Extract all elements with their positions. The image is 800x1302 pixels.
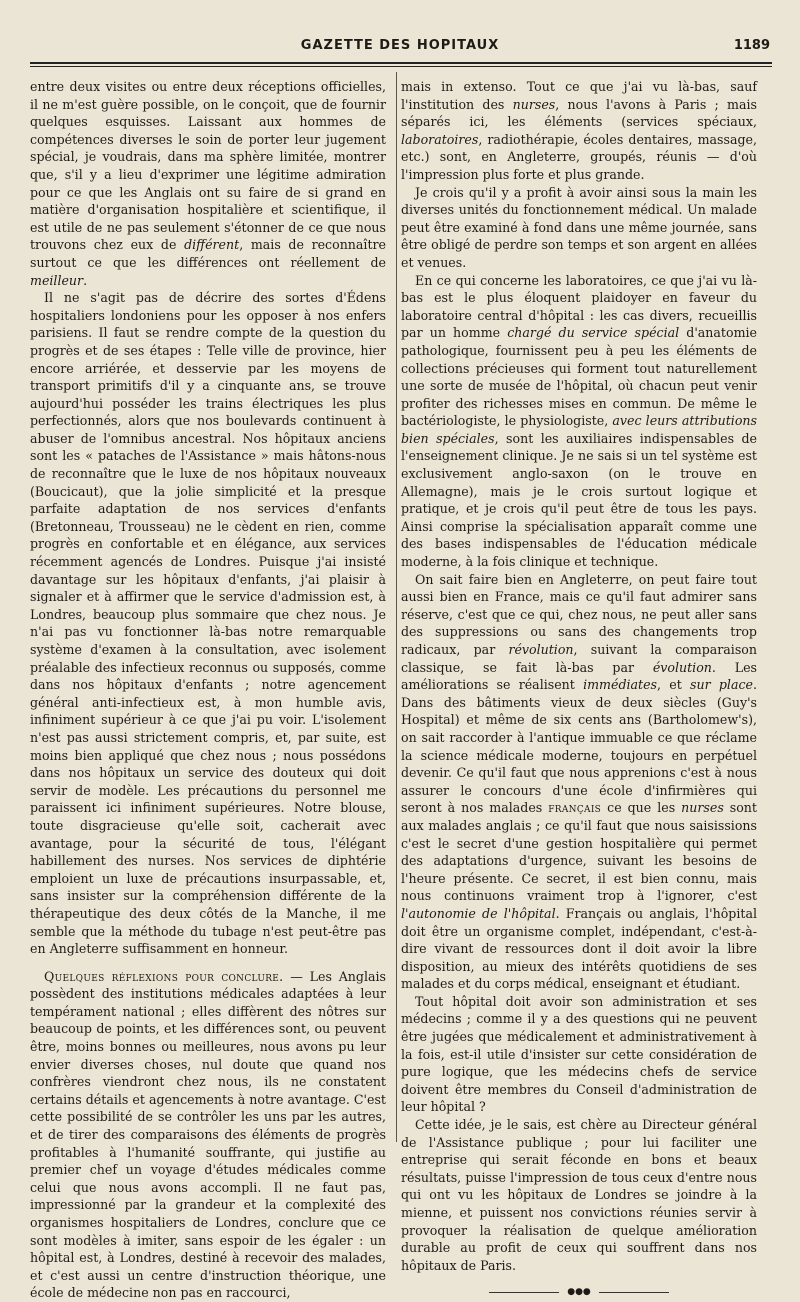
column-divider bbox=[396, 72, 397, 1142]
paragraph: Je crois qu'il y a profit à avoir ainsi sous la main les diverses unités du fonctionnement médical. Un malade peut être examiné à fond dans une même journée, sans être obligé de perdre son temps et son argent en allées et venues. bbox=[401, 184, 757, 270]
conclusion-paragraph: Quelques réflexions pour conclure. — Les Anglais possèdent des institutions médicales adaptées à leur tempérament national ; elles diffèrent des nôtres sur beaucoup de points, et les différences sont, ou peuvent être, moins bonnes ou meilleures, nous avons pu leur envier diverses choses, nul doute que quand nos confrères viendront chez nous, ils ne constatent certains détails et agencements à notre avantage. C'est cette possibilité de se contrôler les uns par les autres, et de tirer des comparaisons des éléments de progrès profitables à l'humanité souffrante, qui justifie au premier chef un voyage d'études médicales comme celui que nous avons accompli. Il ne faut pas, impressionné par la grandeur et la complexité des organismes hospitaliers de Londres, conclure que ce sont modèles à imiter, sans espoir de les égaler : un hôpital est, à Londres, destiné à recevoir des malades, et c'est aussi un centre d'instruction théorique, une école de médecine non pas en raccourci, bbox=[30, 968, 386, 1301]
paragraph: entre deux visites ou entre deux réceptions officielles, il ne m'est guère possible, on le conçoit, que de fournir quelques esquisses. Laissant aux hommes de compétences diverses le soin de porter leur jugement spécial, je voudrais, dans ma sphère limitée, montrer que, s'il y a lieu d'exprimer une légitime admiration pour ce que les Anglais ont su faire de si grand en matière d'organisation hospitalière et scientifique, il est utile de ne pas seulement s'étonner de ce que nous trouvons chez eux de différent, mais de reconnaître surtout ce que les différences ont réellement de meilleur. bbox=[30, 79, 386, 288]
paragraph: Il ne s'agit pas de décrire des sortes d'Édens hospitaliers londoniens pour les opposer à nos enfers parisiens. Il faut se rendre compte de la question du progrès et de ses étapes : Telle ville de province, hier encore arriérée, et desservie par les moyens de transport primitifs d'il y a cinquante ans, se trouve aujourd'hui posséder les trains électriques les plus perfectionnés, alors que nos boulevards continuent à abuser de l'omnibus ancestral. Nos hôpitaux anciens sont les « pataches de l'Assistance » mais hâtons-nous de reconnaître que le luxe de nos hôpitaux nouveaux (Boucicaut), que la jolie simplicité et la presque parfaite adaptation de nos services d'enfants (Bretonneau, Trousseau) ne le cèdent en rien, comme progrès en confortable et en élégance, aux services récemment agencés de Londres. Puisque j'ai insisté davantage sur les hôpitaux d'enfants, j'ai plaisir à signaler et à affirmer que le service d'admission est, à Londres, beaucoup plus sommaire que chez nous. Je n'ai pas vu fonctionner là-bas notre remarquable système d'examen à la consultation, avec isolement préalable des infectieux reconnus ou supposés, comme dans nos hôpitaux d'enfants ; notre agencement général anti-infectieux est, à mon humble avis, infiniment supérieur à ce que j'ai pu voir. L'isolement n'est pas aussi strictement compris, et, par suite, est moins bien appliqué que chez nous ; nous possédons dans nos hôpitaux un service des douteux qui doit servir de modèle. Les précautions du personnel me paraissent ici infiniment supérieures. Notre blouse, toute disgracieuse qu'elle soit, cacherait avec avantage, pour la sécurité de tous, l'élégant habillement des nurses. Nos services de diphtérie emploient un luxe de précautions insurpassable, et, sans insister sur la compréhension différente de la thérapeutique des deux côtés de la Manche, il me semble que la méthode du tubage n'est peut-être pas en Angleterre suffisamment en honneur. bbox=[30, 290, 386, 957]
paragraph: En ce qui concerne les laboratoires, ce que j'ai vu là-bas est le plus éloquent plaidoyer en faveur du laboratoire central d'hôpital : les cas divers, recueillis par un homme chargé du service spécial d'anatomie pathologique, fournissent peu à peu les éléments de collections précieuses qui forment tout naturellement une sorte de musée de l'hôpital, où chacun peut venir profiter des richesses mises en commun. De même le bactériologiste, le physiologiste, avec leurs attributions bien spéciales, sont les auxiliaires indispensables de l'enseignement clinique. Je ne sais si un tel système est exclusivement anglo-saxon (on le trouve en Allemagne), mais je le crois surtout logique et pratique, et je crois qu'il peut être de tous les pays. Ainsi comprise la spécialisation apparaît comme une des bases indispensables de l'éducation médicale moderne, à la fois clinique et technique. bbox=[401, 272, 758, 570]
journal-title: GAZETTE DES HOPITAUX bbox=[300, 38, 500, 53]
paragraph: mais in extenso. Tout ce que j'ai vu là-bas, sauf l'institution des nurses, nous l'avons à Paris ; mais séparés ici, les éléments (services spéciaux, laboratoires, radiothérapie, écoles dentaires, massage, etc.) sont, en Angleterre, groupés, réunis — d'où l'impression plus forte et plus grande. bbox=[401, 79, 757, 182]
page-header bbox=[30, 38, 770, 58]
end-ornament: ●●● bbox=[489, 1288, 669, 1298]
header-rule-thick bbox=[30, 62, 772, 64]
left-column bbox=[30, 78, 386, 1302]
right-column bbox=[401, 78, 757, 1298]
paragraph: Tout hôpital doit avoir son administration et ses médecins ; comme il y a des questions qui ne peuvent être jugées que médicalement et administrativement à la fois, est-il utile d'insister sur cette considération de pure logique, que les médecins chefs de service doivent être membres du Conseil d'administration de leur hôpital ? bbox=[401, 993, 757, 1115]
section-heading: Quelques réflexions pour conclure. bbox=[44, 968, 284, 984]
page-number: 1189 bbox=[733, 38, 770, 53]
paragraph: Cette idée, je le sais, est chère au Directeur général de l'Assistance publique ; pour lui faciliter une entreprise qui serait féconde en bons et beaux résultats, puisse l'impression de tous ceux d'entre nous qui ont vu les hôpitaux de Londres se joindre à la mienne, et puissent nos convictions réunies servir à provoquer la réalisation de quelque amélioration durable au profit de ceux qui souffrent dans nos hôpitaux de Paris. bbox=[401, 1117, 757, 1273]
header-rule-thin bbox=[30, 66, 772, 67]
paragraph: On sait faire bien en Angleterre, on peut faire tout aussi bien en France, mais ce qu'il faut admirer sans réserve, c'est que ce qui, chez nous, ne peut aller sans des suppressions ou sans des changements trop radicaux, par révolution, suivant la comparaison classique, se fait là-bas par évolution. Les améliorations se réalisent immédiates, et sur place. Dans des bâtiments vieux de deux siècles (Guy's Hospital) et même de six cents ans (Bartholomew's), on sait raccorder à l'antique immuable ce que réclame la science médicale moderne, toujours en perpétuel devenir. Ce qu'il faut que nous apprenions c'est à nous assurer le concours d'une école d'infirmières qui seront à nos malades français ce que les nurses sont aux malades anglais ; ce qu'il faut que nous saisissions c'est le secret d'une gestion hospitalière qui permet des adaptations d'urgence, suivant les besoins de l'heure présente. Ce secret, il est bien connu, mais nous continuons vraiment trop à l'ignorer, c'est l'autonomie de l'hôpital. Français ou anglais, l'hôpital doit être un organisme complet, indépendant, c'est-à-dire vivant de ressources dont il doit avoir la libre disposition, au mieux des intérêts quotidiens de ses malades et du corps médical, enseignant et étudiant. bbox=[401, 571, 757, 992]
